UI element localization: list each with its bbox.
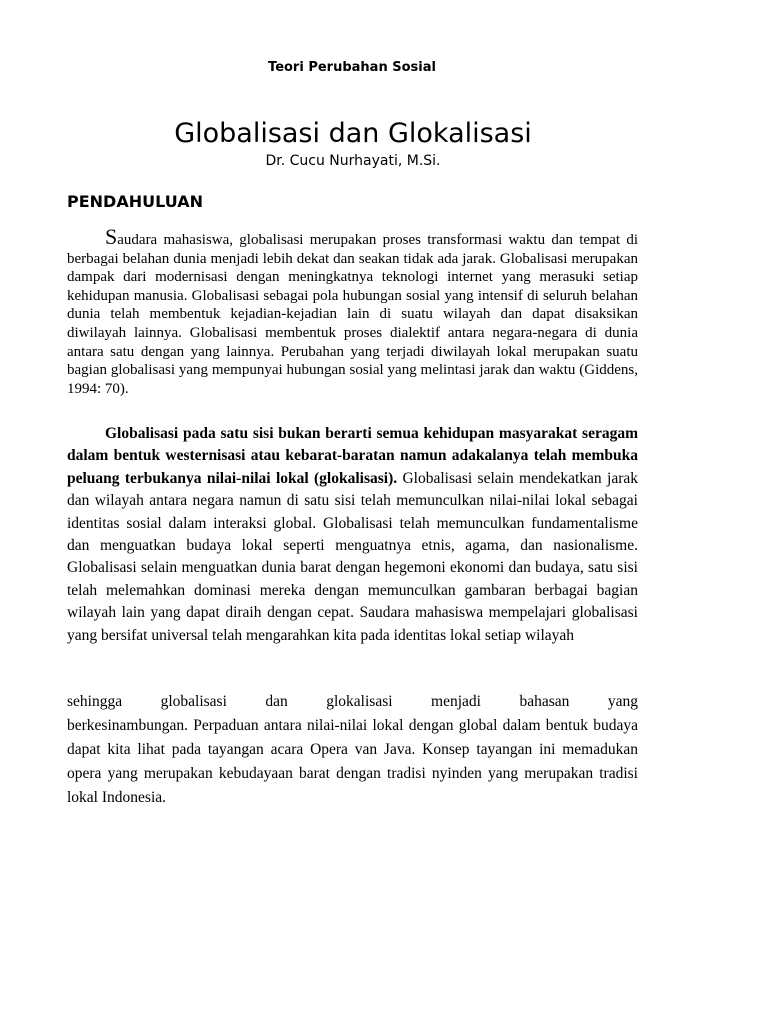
paragraph-glocalization-bold: Globalisasi pada satu sisi bukan berarti semua kehidupan masyarakat seragam dalam bentuk westernisasi atau kebarat-baratan namun adakalanya telah membuka peluang terbukanya nilai-nilai lokal (glokalisasi). — [67, 425, 638, 487]
section-heading: PENDAHULUAN — [67, 192, 203, 211]
paragraph-introduction — [67, 224, 638, 398]
dropcap-letter: S — [105, 224, 118, 249]
paragraph-introduction-text: audara mahasiswa, globalisasi merupakan proses transformasi waktu dan tempat di berbagai belahan dunia menjadi lebih dekat dan seakan tidak ada jarak. Globalisasi merupakan dampak dari modernisasi dengan meningkatnya teknologi internet yang merasuki setiap kehidupan manusia. Globalisasi sebagai pola hubungan sosial yang intensif di seluruh belahan dunia telah membentuk kejadian-kejadian lain di suatu wilayah dan dapat disaksikan diwilayah lainnya. Globalisasi membentuk proses dialektif antara negara-negara di dunia antara satu dengan yang lainnya. Perubahan yang terjadi diwilayah lokal merupakan suatu bagian globalisasi yang mempunyai hubungan sosial yang melintasi jarak dan waktu (Giddens, 1994: 70). — [67, 232, 638, 397]
paragraph-glocalization-text: Globalisasi selain mendekatkan jarak dan wilayah antara negara namun di satu sisi telah memunculkan nilai-nilai lokal sebagai identitas sosial dalam interaksi global. Globalisasi telah memunculkan fundamentalisme dan menguatkan budaya lokal seperti menguatnya etnis, agama, dan nasionalisme. Globalisasi selain menguatkan dunia barat dengan hegemoni ekonomi dan budaya, satu sisi telah melemahkan dominasi mereka dengan memunculkan gambaran berbagai bagian wilayah lain yang dapat diraih dengan cepat. Saudara mahasiswa mempelajari globalisasi yang bersifat universal telah mengarahkan kita pada identitas lokal setiap wilayah — [67, 469, 638, 644]
running-header: Teori Perubahan Sosial — [268, 60, 436, 75]
paragraph-continuation-text: berkesinambungan. Perpaduan antara nilai-nilai lokal dengan global dalam bentuk budaya dapat kita lihat pada tayangan acara Opera van Java. Konsep tayangan ini memadukan opera yang merupakan kebudayaan barat dengan tradisi nyinden yang merupakan tradisi lokal Indonesia. — [67, 717, 638, 806]
document-title: Globalisasi dan Glokalisasi — [174, 118, 532, 149]
paragraph-continuation — [67, 690, 638, 810]
paragraph-glocalization — [67, 423, 638, 647]
author-name: Dr. Cucu Nurhayati, M.Si. — [265, 153, 441, 169]
paragraph-continuation-first-line: sehingga globalisasi dan glokalisasi menjadi bahasan yang — [67, 693, 638, 710]
